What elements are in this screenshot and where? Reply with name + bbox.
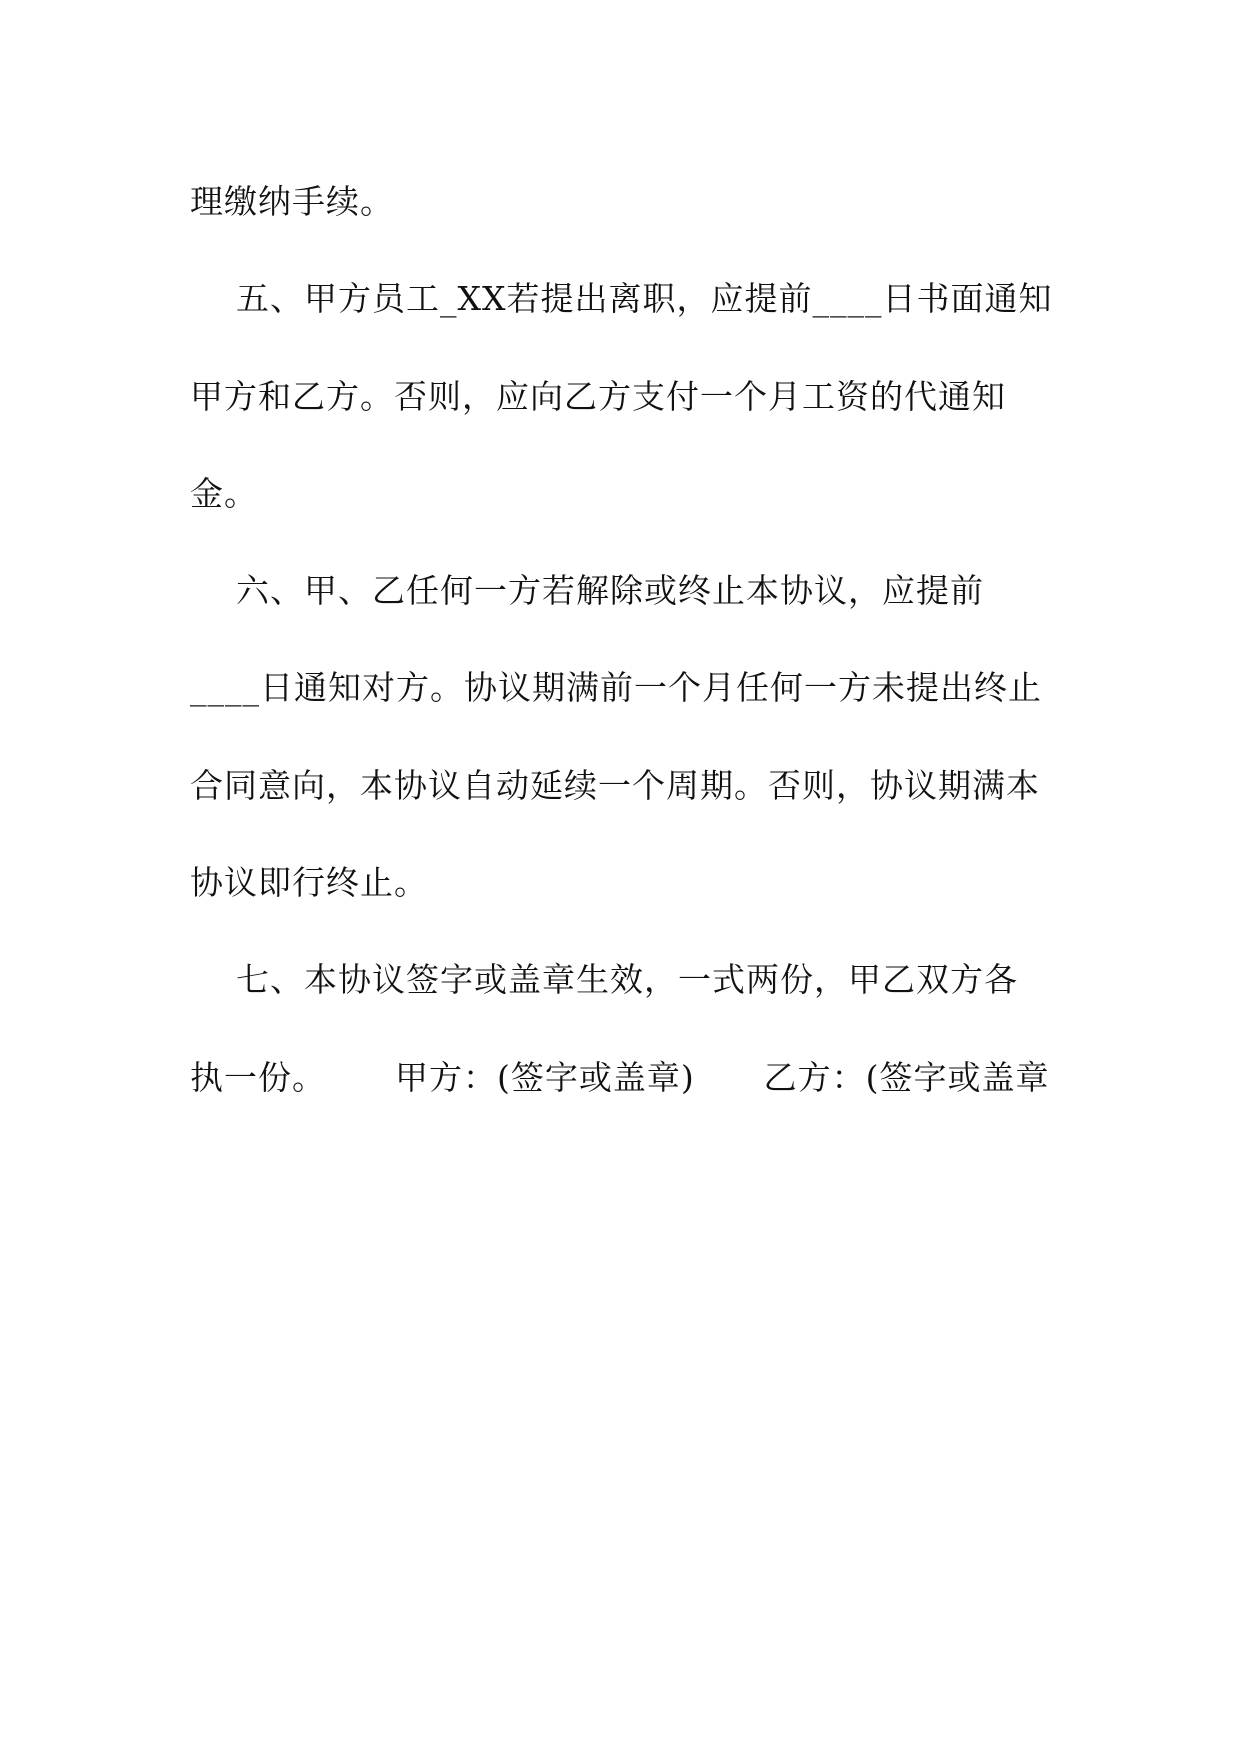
text-line-3: 甲方和乙方。否则，应向乙方支付一个月工资的代通知 — [190, 377, 1006, 416]
text-line-10: 执一份。 甲方：(签字或盖章) 乙方：(签字或盖章 — [190, 1058, 1050, 1097]
text-line-9: 七、本协议签字或盖章生效，一式两份，甲乙双方各 — [190, 960, 1018, 999]
text-line-4: 金。 — [190, 474, 258, 513]
text-line-2: 五、甲方员工_XX若提出离职，应提前____日书面通知 — [190, 279, 1053, 318]
text-line-5: 六、甲、乙任何一方若解除或终止本协议，应提前 — [190, 571, 984, 610]
text-line-8: 协议即行终止。 — [190, 863, 428, 902]
text-line-7: 合同意向，本协议自动延续一个周期。否则，协议期满本 — [190, 766, 1040, 805]
text-line-1: 理缴纳手续。 — [190, 182, 394, 221]
text-line-6: ____日通知对方。协议期满前一个月任何一方未提出终止 — [190, 668, 1042, 707]
